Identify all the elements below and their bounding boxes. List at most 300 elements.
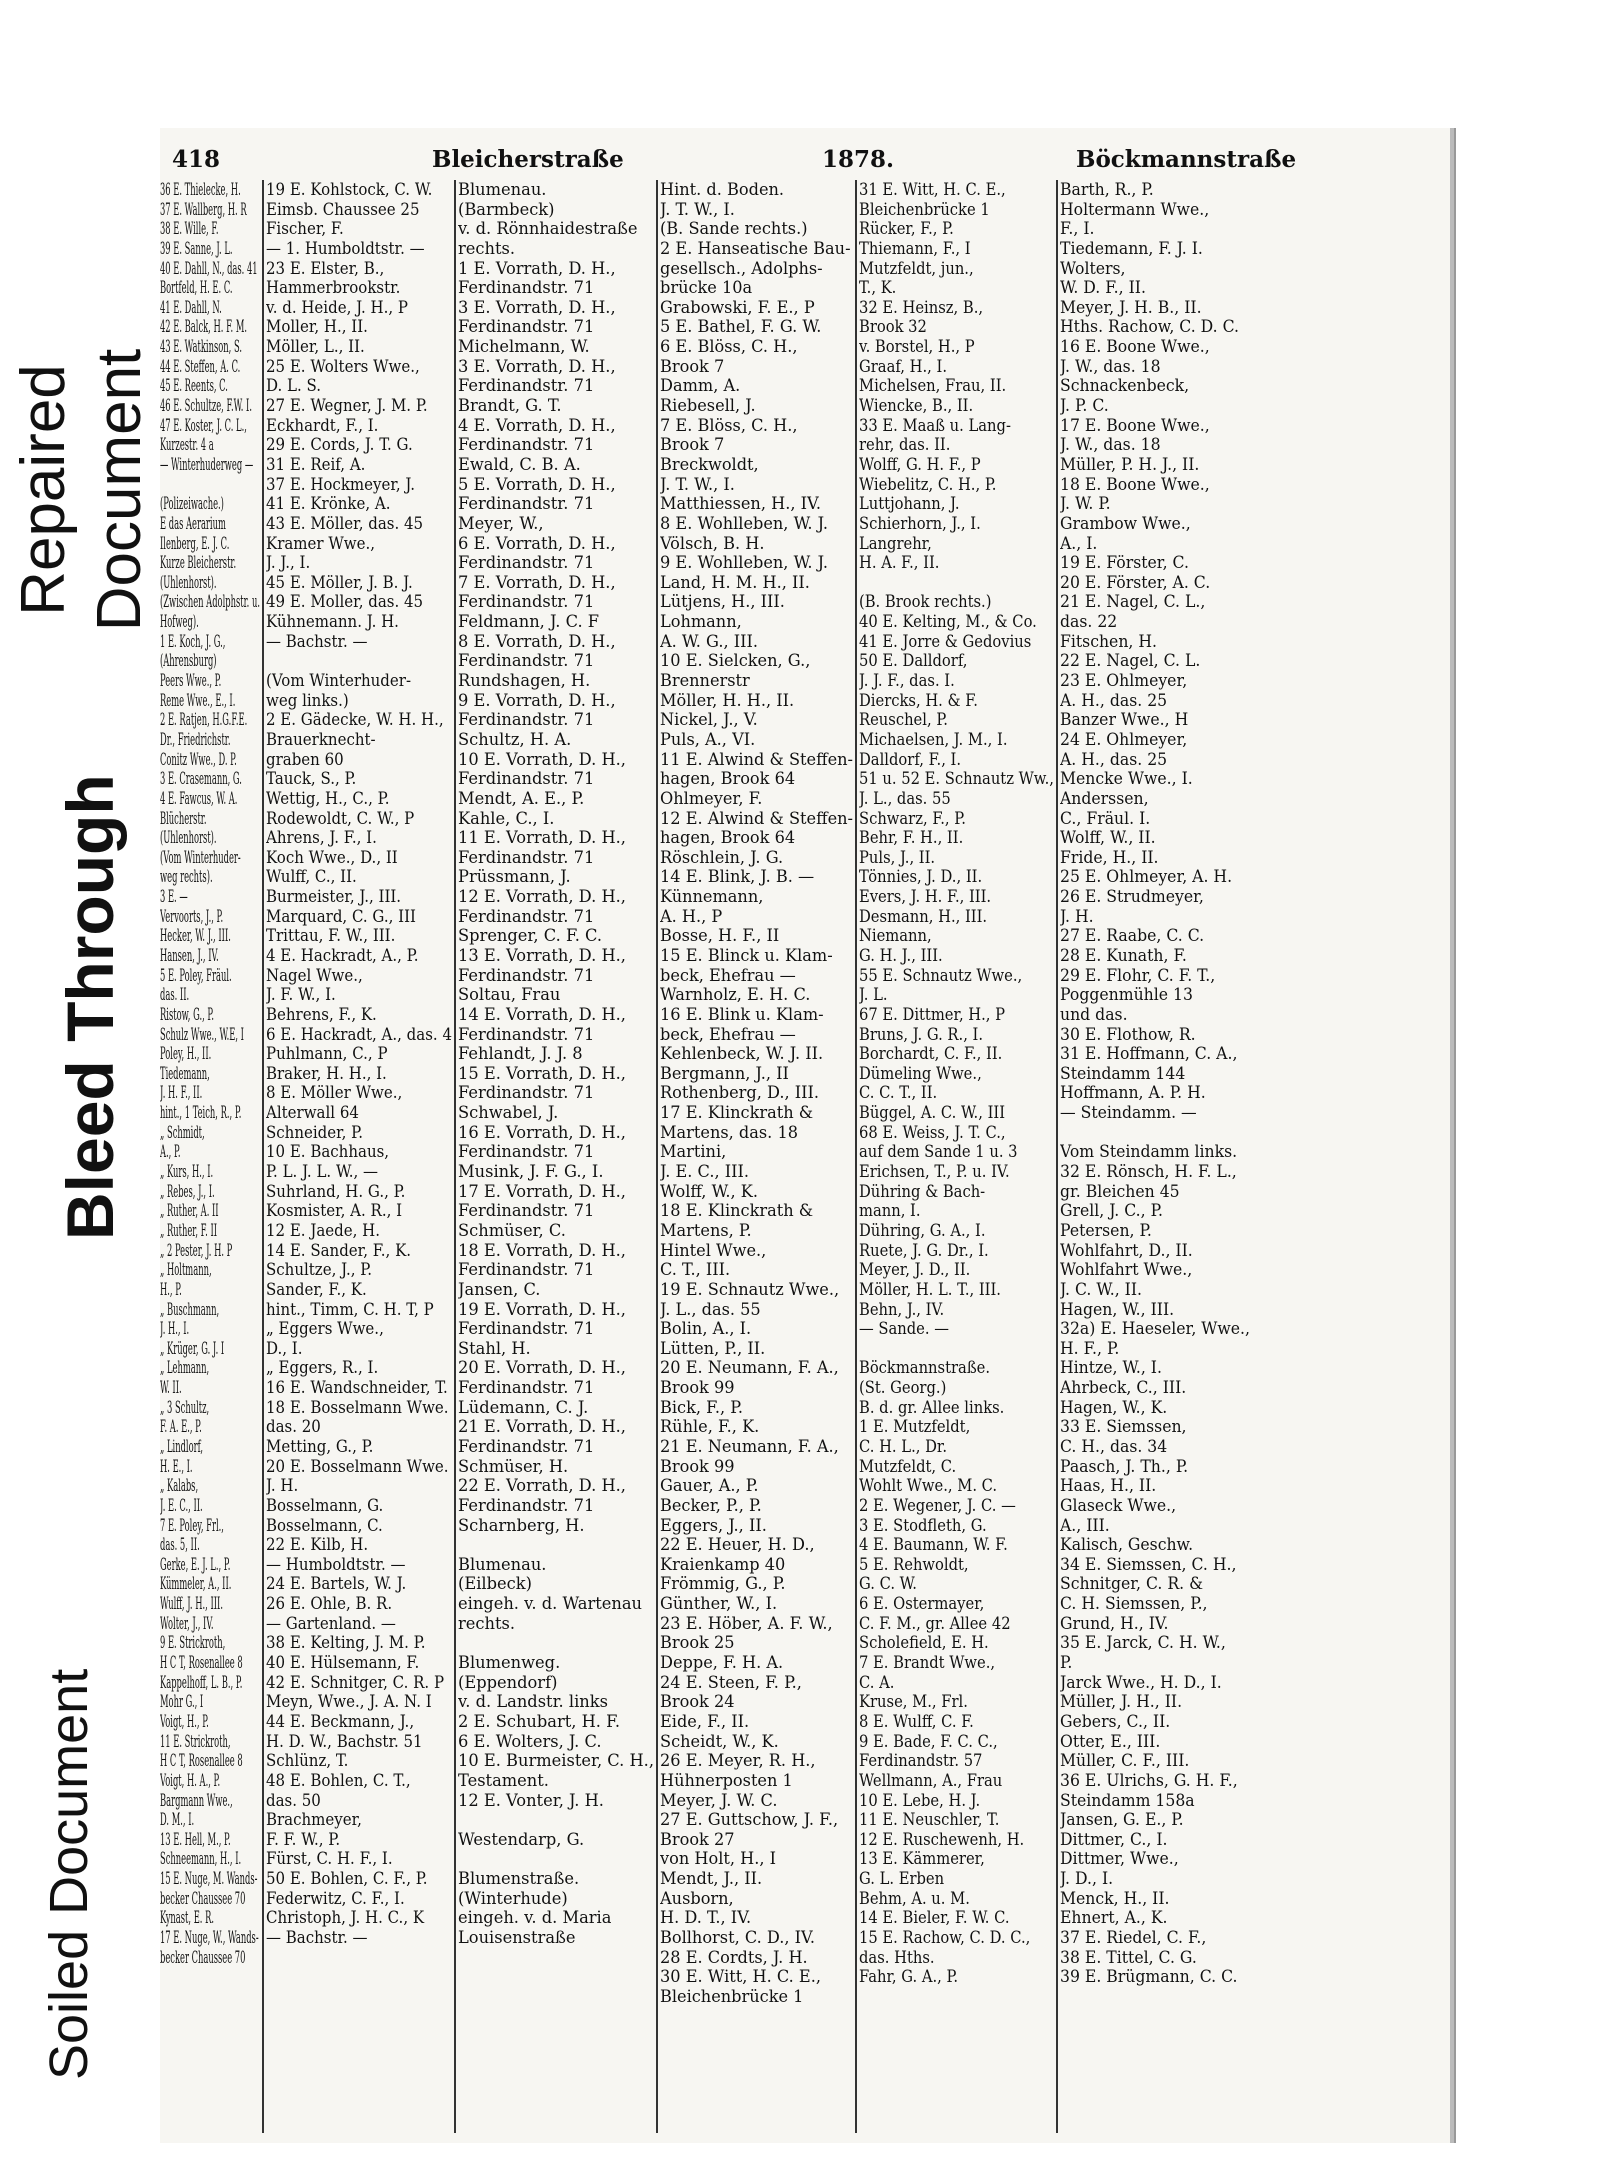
- directory-line: 40 E. Kelting, M., & Co.: [859, 612, 1037, 632]
- directory-line: gesellsch., Adolphs-: [660, 258, 823, 278]
- directory-line: J. H.: [1060, 906, 1094, 926]
- directory-line: becker Chaussee 70: [160, 1888, 246, 1908]
- directory-line: Möller, H. L. T., III.: [859, 1279, 1001, 1299]
- directory-line: Jansen, C.: [458, 1279, 541, 1299]
- directory-line: Warnholz, E. H. C.: [660, 985, 811, 1005]
- directory-line: Wolff, G. H. F., P: [859, 454, 981, 474]
- directory-line: C. A.: [859, 1672, 895, 1692]
- directory-line: graben 60: [266, 749, 344, 769]
- directory-line: Michaelsen, J. M., I.: [859, 729, 1008, 749]
- directory-line: 4 E. Vorrath, D. H.,: [458, 415, 616, 435]
- directory-line: Kühnemann. J. H.: [266, 612, 399, 632]
- directory-line: Grell, J. C., P.: [1060, 1201, 1163, 1221]
- directory-line: „ Schmidt,: [160, 1122, 205, 1142]
- directory-line: 25 E. Ohlmeyer, A. H.: [1060, 867, 1233, 887]
- directory-line: Wolff, W., K.: [660, 1181, 758, 1201]
- directory-line: rechts.: [458, 238, 516, 258]
- directory-line: 27 E. Raabe, C. C.: [1060, 926, 1205, 946]
- directory-columns: [160, 180, 1450, 2143]
- directory-line: Ferdinandstr. 71: [458, 906, 595, 926]
- directory-line: Michelmann, W.: [458, 337, 590, 357]
- directory-line: [859, 1339, 1054, 1359]
- directory-line: Rundshagen, H.: [458, 671, 591, 691]
- directory-line: 26 E. Ohle, B. R.: [266, 1594, 393, 1614]
- directory-line: 5 E. Bathel, F. G. W.: [660, 317, 822, 337]
- directory-line: Paasch, J. Th., P.: [1060, 1456, 1189, 1476]
- directory-line: C. C. T., II.: [859, 1083, 938, 1103]
- directory-line: 16 E. Vorrath, D. H.,: [458, 1122, 626, 1142]
- directory-line: Deppe, F. H. A.: [660, 1653, 784, 1673]
- directory-line: 15 E. Vorrath, D. H.,: [458, 1063, 626, 1083]
- directory-line: Wiebelitz, C. H., P.: [859, 474, 997, 494]
- directory-line: Stahl, H.: [458, 1338, 531, 1358]
- directory-line: 43 E. Watkinson, S.: [160, 337, 243, 357]
- directory-line: Ferdinandstr. 71: [458, 1260, 595, 1280]
- directory-line: Dr., Friedrichstr.: [160, 729, 231, 749]
- directory-line: Kraienkamp 40: [660, 1554, 786, 1574]
- directory-line: Ferdinandstr. 71: [458, 376, 595, 396]
- directory-line: 15 E. Rachow, C. D. C.,: [859, 1928, 1031, 1948]
- directory-line: hint., Timm, C. H. T, P: [266, 1299, 434, 1319]
- directory-line: Graaf, H., I.: [859, 356, 948, 376]
- directory-line: 27 E. Guttschow, J. F.,: [660, 1810, 839, 1830]
- directory-line: A., P.: [160, 1142, 181, 1162]
- directory-line: 5 E. Rehwoldt,: [859, 1554, 969, 1574]
- directory-line: 38 E. Wille, F.: [160, 219, 219, 239]
- directory-line: hagen, Brook 64: [660, 828, 796, 848]
- directory-line: Blumenstraße.: [458, 1869, 580, 1889]
- directory-line: 19 E. Schnautz Wwe.,: [660, 1279, 840, 1299]
- directory-line: Matthiessen, H., IV.: [660, 494, 821, 514]
- directory-line: H. D. T., IV.: [660, 1908, 752, 1928]
- directory-line: 4 E. Fawcus, W. A.: [160, 788, 238, 808]
- directory-line: Ferdinandstr. 71: [458, 1495, 595, 1515]
- directory-line: Eckhardt, F., I.: [266, 415, 379, 435]
- directory-line: Grambow Wwe.,: [1060, 513, 1191, 533]
- directory-line: Bleichenbrücke 1: [660, 1986, 804, 2006]
- directory-line: 15 E. Blinck u. Klam-: [660, 945, 833, 965]
- directory-line: 10 E. Burmeister, C. H.,: [458, 1751, 654, 1771]
- directory-line: 22 E. Heuer, H. D.,: [660, 1535, 815, 1555]
- directory-line: Ristow, G., P.: [160, 1004, 214, 1024]
- directory-line: H C T, Rosenallee 8: [160, 1751, 243, 1771]
- directory-line: Niemann,: [859, 926, 932, 946]
- directory-line: Schlünz, T.: [266, 1751, 349, 1771]
- directory-line: 33 E. Siemssen,: [1060, 1417, 1187, 1437]
- directory-line: 6 E. Blöss, C. H.,: [660, 337, 798, 357]
- directory-line: 37 E. Hockmeyer, J.: [266, 474, 416, 494]
- directory-line: Dühring, G. A., I.: [859, 1220, 986, 1240]
- directory-line: 2 E. Gädecke, W. H. H.,: [266, 710, 444, 730]
- directory-line: Federwitz, C. F., I.: [266, 1888, 405, 1908]
- directory-line: J. L., das. 55: [859, 788, 951, 808]
- directory-line: A. H., das. 25: [1060, 690, 1168, 710]
- directory-line: Lütten, P., II.: [660, 1338, 766, 1358]
- directory-line: „ Ruther, F. II: [160, 1220, 218, 1240]
- directory-line: 51 u. 52 E. Schnautz Ww.,: [859, 769, 1054, 789]
- directory-line: J. W. P.: [1060, 494, 1111, 514]
- directory-line: 10 E. Vorrath, D. H.,: [458, 749, 626, 769]
- directory-line: Kümmeler, A., II.: [160, 1574, 232, 1594]
- directory-line: Reuschel, P.: [859, 710, 948, 730]
- directory-line: Bargmann Wwe.,: [160, 1790, 233, 1810]
- directory-line: auf dem Sande 1 u. 3: [859, 1142, 1018, 1162]
- directory-line: Böckmannstraße.: [859, 1358, 991, 1378]
- directory-line: — Bachstr. —: [266, 631, 368, 651]
- directory-line: „ Krüger, G. J. I: [160, 1338, 225, 1358]
- directory-line: C. H., das. 34: [1060, 1437, 1168, 1456]
- directory-line: Kruse, M., Frl.: [859, 1692, 968, 1712]
- directory-line: 45 E. Reents, C.: [160, 376, 228, 396]
- directory-line: Schulz Wwe., W.E, I: [160, 1024, 244, 1044]
- directory-line: Blumenau.: [458, 1554, 547, 1574]
- directory-line: 2 E. Wegener, J. C. —: [859, 1495, 1016, 1515]
- directory-line: 32a) E. Haeseler, Wwe.,: [1060, 1319, 1250, 1339]
- directory-line: Petersen, P.: [1060, 1220, 1152, 1240]
- directory-line: Gebers, C., II.: [1060, 1711, 1171, 1731]
- directory-line: Poley, H., II.: [160, 1044, 212, 1064]
- directory-line: das. 22: [1060, 612, 1118, 632]
- directory-line: G. L. Erben: [859, 1869, 945, 1889]
- directory-line: 8 E. Wohlleben, W. J.: [660, 513, 828, 533]
- directory-line: Menck, H., II.: [1060, 1888, 1170, 1908]
- directory-line: — Humboldtstr. —: [266, 1554, 406, 1574]
- directory-line: Jarck Wwe., H. D., I.: [1060, 1672, 1222, 1692]
- directory-line: W. II.: [160, 1378, 182, 1398]
- directory-line: 49 E. Moller, das. 45: [266, 592, 424, 612]
- directory-line: Vom Steindamm links.: [1060, 1142, 1238, 1162]
- directory-line: Ferdinandstr. 71: [458, 1319, 595, 1339]
- directory-line: 22 E. Nagel, C. L.: [1060, 651, 1201, 671]
- directory-line: v. Borstel, H., P: [859, 337, 975, 357]
- directory-line: 23 E. Elster, B.,: [266, 258, 385, 278]
- directory-line: Thiemann, F., I: [859, 238, 971, 258]
- directory-line: 3 E. Stodfleth, G.: [859, 1515, 987, 1535]
- directory-line: 31 E. Reif, A.: [266, 454, 366, 474]
- directory-line: Kurze Bleicherstr.: [160, 553, 237, 573]
- directory-line: Steindamm 144: [1060, 1063, 1186, 1083]
- directory-line: Dittmer, C., I.: [1060, 1829, 1168, 1849]
- directory-line: 7 E. Brandt Wwe.,: [859, 1653, 996, 1673]
- directory-line: 34 E. Siemssen, C. H.,: [1060, 1554, 1237, 1574]
- directory-line: weg links.): [266, 690, 349, 710]
- directory-line: Brennerstr: [660, 671, 750, 691]
- directory-line: v. d. Landstr. links: [458, 1692, 608, 1712]
- directory-line: Fehlandt, J. J. 8: [458, 1044, 583, 1064]
- directory-line: (B. Brook rechts.): [859, 592, 992, 612]
- directory-line: D. L. S.: [266, 376, 322, 396]
- directory-line: [458, 1633, 654, 1653]
- directory-line: beck, Ehefrau —: [660, 965, 796, 985]
- directory-line: Mohr G., I: [160, 1692, 204, 1712]
- directory-line: Mendt, A. E., P.: [458, 788, 585, 808]
- directory-line: Riebesell, J.: [660, 396, 756, 416]
- directory-line: Bollhorst, C. D., IV.: [660, 1928, 816, 1948]
- directory-line: 26 E. Meyer, R. H.,: [660, 1751, 816, 1771]
- directory-line: J. F. W., I.: [266, 985, 336, 1005]
- directory-line: Mencke Wwe., I.: [1060, 769, 1193, 789]
- directory-line: G. C. W.: [859, 1574, 917, 1594]
- directory-line: Fride, H., II.: [1060, 847, 1159, 867]
- directory-line: (B. Sande rechts.): [660, 219, 808, 239]
- directory-line: Schmüser, C.: [458, 1220, 566, 1240]
- directory-line: 27 E. Wegner, J. M. P.: [266, 396, 428, 416]
- directory-line: Brandt, G. T.: [458, 396, 562, 416]
- directory-line: 29 E. Flohr, C. F. T.,: [1060, 965, 1216, 985]
- directory-line: Sander, F., K.: [266, 1279, 367, 1299]
- directory-line: Damm, A.: [660, 376, 741, 396]
- directory-line: Christoph, J. H. C., K: [266, 1908, 425, 1928]
- directory-line: A., I.: [1060, 533, 1098, 553]
- directory-line: 16 E. Boone Wwe.,: [1060, 337, 1210, 357]
- directory-line: 11 E. Neuschler, T.: [859, 1810, 1000, 1830]
- directory-line: F. A. E., P.: [160, 1417, 202, 1437]
- year: 1878.: [822, 146, 895, 173]
- directory-line: 3 E. Vorrath, D. H.,: [458, 356, 616, 376]
- directory-line: Scharnberg, H.: [458, 1515, 585, 1535]
- directory-line: Land, H. M. H., II.: [660, 572, 810, 592]
- directory-line: Dalldorf, F., I.: [859, 749, 962, 769]
- directory-line: Ferdinandstr. 71: [458, 1201, 595, 1221]
- directory-page: [160, 128, 1454, 2143]
- directory-line: Schwarz, F., P.: [859, 808, 966, 828]
- directory-line: v. d. Heide, J. H., P: [266, 297, 408, 317]
- directory-line: Schwabel, J.: [458, 1103, 559, 1123]
- directory-line: Wellmann, A., Frau: [859, 1770, 1003, 1790]
- directory-line: J. D., I.: [1060, 1869, 1114, 1889]
- directory-line: 37 E. Riedel, C. F.,: [1060, 1928, 1207, 1948]
- directory-line: Dümeling Wwe.,: [859, 1063, 982, 1083]
- directory-line: J. P. C.: [1060, 396, 1109, 416]
- directory-line: Ahrbeck, C., III.: [1060, 1378, 1187, 1398]
- directory-line: 25 E. Wolters Wwe.,: [266, 356, 420, 376]
- directory-line: 55 E. Schnautz Wwe.,: [859, 965, 1023, 985]
- directory-line: 11 E. Strickroth,: [160, 1731, 231, 1751]
- directory-line: 21 E. Nagel, C. L.,: [1060, 592, 1206, 612]
- directory-line: Müller, J. H., II.: [1060, 1692, 1183, 1712]
- directory-line: (Vom Winterhuder-: [160, 847, 241, 867]
- directory-line: Braker, H. H., I.: [266, 1063, 387, 1083]
- directory-line: Ehnert, A., K.: [1060, 1908, 1168, 1928]
- directory-line: Wolff, W., II.: [1060, 828, 1156, 848]
- directory-line: „ Kurs, H., I.: [160, 1162, 214, 1182]
- directory-line: Kappelhoff, L. B., P.: [160, 1672, 243, 1692]
- directory-line: 39 E. Sanne, J. L.: [160, 238, 233, 258]
- directory-line: (Polizeiwache.): [160, 494, 224, 514]
- directory-line: hint., 1 Teich, R., P.: [160, 1103, 242, 1123]
- directory-line: 4 E. Baumann, W. F.: [859, 1535, 1008, 1555]
- directory-line: 19 E. Kohlstock, C. W.: [266, 180, 433, 199]
- directory-line: Brook 32: [859, 317, 927, 337]
- directory-line: Wohlfahrt Wwe.,: [1060, 1260, 1193, 1280]
- directory-line: Brook 99: [660, 1456, 735, 1476]
- directory-line: [458, 1535, 654, 1555]
- directory-line: 7 E. Vorrath, D. H.,: [458, 572, 616, 592]
- directory-line: Möller, L., II.: [266, 337, 365, 357]
- directory-line: Bruns, J. G. R., I.: [859, 1024, 984, 1044]
- directory-line: Eide, F., II.: [660, 1711, 750, 1731]
- directory-line: Tönnies, J. D., II.: [859, 867, 983, 887]
- directory-line: (St. Georg.): [859, 1378, 947, 1398]
- directory-line: J. J. F., das. I.: [859, 671, 955, 691]
- directory-line: Behr, F. H., II.: [859, 828, 964, 848]
- directory-line: 14 E. Blink, J. B. —: [660, 867, 815, 887]
- directory-line: D., I.: [266, 1338, 303, 1358]
- directory-line: brücke 10a: [660, 278, 753, 298]
- directory-line: 13 E. Hell, M., P.: [160, 1829, 231, 1849]
- directory-line: Ewald, C. B. A.: [458, 454, 581, 474]
- directory-line: B. d. gr. Allee links.: [859, 1397, 1005, 1417]
- directory-line: 45 E. Möller, J. B. J.: [266, 572, 413, 592]
- directory-line: 24 E. Steen, F. P.,: [660, 1672, 802, 1692]
- directory-line: Meyer, J. W. C.: [660, 1790, 778, 1810]
- directory-line: Tauck, S., P.: [266, 769, 357, 789]
- directory-line: 41 E. Dahll, N.: [160, 297, 222, 317]
- directory-line: Grund, H., IV.: [1060, 1613, 1169, 1633]
- directory-line: Hoffmann, A. P. H.: [1060, 1083, 1206, 1103]
- directory-line: 5 E. Vorrath, D. H.,: [458, 474, 616, 494]
- directory-line: 8 E. Wulff, C. F.: [859, 1711, 974, 1731]
- directory-line: v. d. Rönnhaidestraße: [458, 219, 638, 239]
- repaired-line-1: Repaired: [9, 364, 78, 616]
- directory-line: 41 E. Jorre & Gedovius: [859, 631, 1032, 651]
- directory-line: Kurzestr. 4 a: [160, 435, 214, 455]
- directory-line: 18 E. Klinckrath &: [660, 1201, 814, 1221]
- directory-line: D. M., I.: [160, 1810, 195, 1830]
- directory-line: 40 E. Hülsemann, F.: [266, 1653, 420, 1673]
- directory-line: Ferdinandstr. 71: [458, 769, 595, 789]
- directory-line: 9 E. Bade, F. C. C.,: [859, 1731, 998, 1751]
- directory-line: Lohmann,: [660, 612, 742, 632]
- directory-line: [266, 651, 452, 671]
- directory-line: 40 E. Dahll, N., das. 41: [160, 258, 258, 278]
- directory-line: (Vom Winterhuder-: [266, 671, 412, 691]
- directory-line: 50 E. Dalldorf,: [859, 651, 968, 671]
- directory-line: Schneemann, H., I.: [160, 1849, 242, 1869]
- directory-line: Ausborn,: [660, 1888, 734, 1908]
- directory-line: Westendarp, G.: [458, 1829, 585, 1849]
- directory-line: 9 E. Vorrath, D. H.,: [458, 690, 616, 710]
- directory-line: Jansen, G. E., P.: [1060, 1810, 1184, 1830]
- directory-line: Nagel Wwe.,: [266, 965, 363, 985]
- directory-line: Meyer, J. H. B., II.: [1060, 297, 1202, 317]
- directory-line: Ferdinandstr. 71: [458, 847, 595, 867]
- directory-line: Mendt, J., II.: [660, 1869, 763, 1889]
- directory-line: eingeh. v. d. Maria: [458, 1908, 612, 1928]
- directory-line: Meyer, J. D., II.: [859, 1260, 971, 1280]
- directory-line: 12 E. Vorrath, D. H.,: [458, 887, 626, 907]
- directory-line: Meyer, W.,: [458, 513, 544, 533]
- directory-line: A., III.: [1060, 1515, 1110, 1535]
- directory-line: 6 E. Wolters, J. C.: [458, 1731, 602, 1751]
- directory-line: Voigt, H., P.: [160, 1711, 209, 1731]
- directory-line: (Winterhude): [458, 1888, 568, 1908]
- directory-line: 42 E. Balck, H. F. M.: [160, 317, 248, 337]
- directory-line: [859, 573, 1054, 593]
- directory-line: rehr, das. II.: [859, 435, 951, 455]
- directory-line: Puls, A., VI.: [660, 729, 756, 749]
- directory-line: Blumenweg.: [458, 1653, 561, 1673]
- directory-line: Wolter, J., IV.: [160, 1613, 214, 1633]
- directory-line: 17 E. Vorrath, D. H.,: [458, 1181, 626, 1201]
- directory-line: — Sande. —: [859, 1319, 949, 1339]
- directory-line: Burmeister, J., III.: [266, 887, 402, 907]
- directory-line: (Barmbeck): [458, 199, 555, 219]
- directory-line: beck, Ehefrau —: [660, 1024, 796, 1044]
- directory-line: 12 E. Vonter, J. H.: [458, 1790, 604, 1810]
- directory-line: Ferdinandstr. 71: [458, 278, 595, 298]
- directory-line: E das Aerarium: [160, 513, 226, 533]
- directory-line: H. F., P.: [1060, 1338, 1120, 1358]
- directory-line: Steindamm 158a: [1060, 1790, 1195, 1810]
- directory-line: 23 E. Höber, A. F. W.,: [660, 1613, 833, 1633]
- directory-line: Meyn, Wwe., J. A. N. I: [266, 1692, 432, 1712]
- directory-line: P.: [1060, 1653, 1073, 1673]
- directory-line: Diercks, H. & F.: [859, 690, 978, 710]
- directory-line: Blücherstr.: [160, 808, 207, 828]
- directory-line: Eggers, J., II.: [660, 1515, 767, 1535]
- directory-line: 12 E. Jaede, H.: [266, 1220, 381, 1240]
- directory-line: 13 E. Vorrath, D. H.,: [458, 945, 626, 965]
- directory-line: mann, I.: [859, 1201, 921, 1221]
- directory-line: 10 E. Bachhaus,: [266, 1142, 390, 1162]
- directory-line: Luttjohann, J.: [859, 494, 960, 514]
- directory-line: 30 E. Flothow, R.: [1060, 1024, 1196, 1044]
- directory-line: Alterwall 64: [266, 1103, 359, 1123]
- directory-line: 8 E. Vorrath, D. H.,: [458, 631, 616, 651]
- directory-line: Puhlmann, C., P: [266, 1044, 388, 1064]
- directory-line: Schneider, P.: [266, 1122, 364, 1142]
- directory-line: G. H. J., III.: [859, 945, 943, 965]
- directory-line: Voigt, H. A., P.: [160, 1770, 221, 1790]
- directory-line: 4 E. Hackradt, A., P.: [266, 945, 419, 965]
- directory-line: Kalisch, Geschw.: [1060, 1535, 1194, 1555]
- directory-line: 20 E. Vorrath, D. H.,: [458, 1358, 626, 1378]
- directory-line: Wolters,: [1060, 258, 1126, 278]
- directory-line: C. F. M., gr. Allee 42: [859, 1613, 1011, 1633]
- directory-line: Hagen, W., K.: [1060, 1397, 1168, 1417]
- directory-line: Ilenberg, E. J. C.: [160, 533, 230, 553]
- directory-line: Tiedemann,: [160, 1063, 210, 1083]
- directory-line: 15 E. Nuge, M. Wands-: [160, 1869, 258, 1889]
- directory-line: 48 E. Bohlen, C. T.,: [266, 1770, 411, 1790]
- directory-line: J. T. W., I.: [660, 199, 735, 219]
- directory-line: Ahrens, J. F., I.: [266, 828, 377, 848]
- column-2: [266, 180, 452, 2143]
- directory-line: 1 E. Vorrath, D. H.,: [458, 258, 616, 278]
- directory-line: Behm, A. u. M.: [859, 1888, 970, 1908]
- directory-line: (Zwischen Adolphstr. u.: [160, 592, 260, 612]
- directory-line: Desmann, H., III.: [859, 906, 988, 926]
- directory-line: Mutzfeldt, jun.,: [859, 258, 974, 278]
- directory-line: Ferdinandstr. 71: [458, 965, 595, 985]
- column-4: [660, 180, 853, 2143]
- directory-line: J. L., das. 55: [660, 1299, 761, 1319]
- directory-line: Kosmister, A. R., I: [266, 1201, 403, 1221]
- directory-line: Glaseck Wwe.,: [1060, 1495, 1177, 1515]
- soiled-document-label: Soiled Document: [39, 1668, 99, 2080]
- directory-line: Schierhorn, J., I.: [859, 513, 981, 533]
- directory-line: Poggenmühle 13: [1060, 985, 1193, 1005]
- directory-line: 2 E. Ratjen, H.G.F.E.: [160, 710, 248, 730]
- directory-line: Ferdinandstr. 57: [859, 1751, 983, 1771]
- directory-line: C. T., III.: [660, 1260, 731, 1280]
- directory-line: Brook 24: [660, 1692, 735, 1712]
- directory-line: 11 E. Vorrath, D. H.,: [458, 828, 626, 848]
- directory-line: Bleichenbrücke 1: [859, 199, 990, 219]
- directory-line: 2 E. Hanseatische Bau-: [660, 238, 851, 258]
- directory-line: 24 E. Bartels, W. J.: [266, 1574, 407, 1594]
